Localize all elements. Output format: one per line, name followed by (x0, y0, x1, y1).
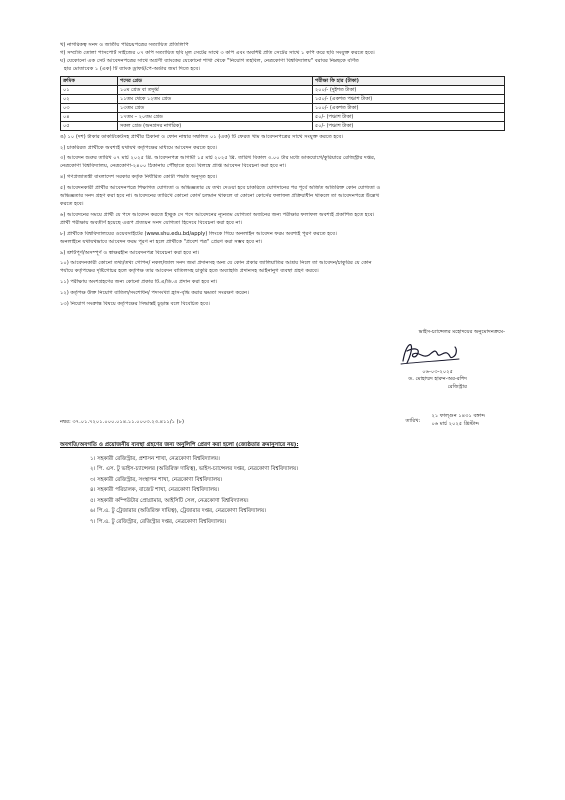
condition-5-line-2: অভিজ্ঞতার সনদ গ্রহণ করা হবে না। আবেদনের তারিখে কোনো কোর্স চলমান থাকলে বা কোনো কোর্সের ফলাফল প্রক্রিয়াধীন থাকলে তা আবেদনপত্রে উল্লেখ (60, 193, 380, 200)
fee-cell-serial: ০২ (61, 94, 118, 103)
fee-cell-serial: ০৫ (61, 121, 118, 130)
signature-icon (395, 337, 465, 369)
fee-cell-grade: ১০ম গ্রেড বা তদুর্ধ্ব (118, 85, 313, 94)
list-item: ১। সহকারী রেজিস্ট্রার, প্রশাসন শাখা, নেত্রকোণা বিশ্ববিদ্যালয়। (90, 455, 220, 462)
signature-block (60, 329, 505, 392)
fee-cell-rate: ১৫০/- (একশত পঞ্চাশ টাকা) (313, 94, 505, 103)
condition-5-line-1: ৫) আবেদনকারী প্রার্থীর আবেদনপত্রে শিক্ষাগত যোগ্যতা ও অভিজ্ঞতার যে তথ্য দেওয়া হবে চাকরিতে যোগদানের পর পূর্বে অর্জিত অতিরিক্ত কোন যোগ্যতা ও (60, 185, 381, 192)
fee-table-header (61, 76, 505, 85)
condition-8-line-1: ৮) প্রার্থীকে বিশ্ববিদ্যালয়ের ওয়েবসাইটের (www.shu.edu.bd/apply) লিংকে গিয়ে অনলাইন আবেদন ফরম অবশ্যই পূরণ করতে হবে। (60, 230, 337, 237)
signatory-title: রেজিস্ট্রার (447, 383, 467, 390)
item-ga: গ) সম্প্রতি তোলা পাসপোর্ট সাইজের ০৭ কপি সত্যায়িত ছবি মূল সেটের সাথে ৩ কপি এবং অবশিষ্ট প্রতি সেটের সাথে ১ কপি করে ছবি সংযুক্ত করতে হবে। (60, 49, 375, 56)
fee-cell-serial: ০১ (61, 85, 118, 94)
list-item: ২। পি. এস. টু ভাইস-চ্যান্সেলর (অতিরিক্ত দায়িত্ব), ভাইস-চ্যান্সেলর দপ্তর, নেত্রকোণা বিশ্ববিদ্যালয়। (90, 466, 299, 473)
condition-10-line-2: পর্যায়ে কর্তৃপক্ষের দৃষ্টিগোচর হলে কর্তৃপক্ষ তার আবেদন বাতিলসহ চাকুরি হতে অব্যাহতি প্রদানসহ আইনানুগ ব্যবস্থা গ্রহণ করবে। (60, 268, 319, 275)
signature-date: ০৬-০৩-২০২৫ (422, 368, 453, 375)
fee-cell-grade: ১৩তম গ্রেড (118, 103, 313, 112)
fee-header-serial: ক্রমিক (61, 76, 118, 85)
fee-cell-rate: ৫০/- (পঞ্চাশ টাকা) (313, 112, 505, 121)
item-kha: খ) নাগরিকত্ব সনদ ও জাতীয় পরিচয়পত্রের সত্যায়িত প্রতিলিপি (60, 42, 189, 48)
condition-8-line-2: অনলাইনে যথাযথভাবে আবেদন ফরম পূরণ না হলে প্রার্থীকে "প্রবেশ পত্র" প্রেরণ করা সম্ভব হবে না। (60, 238, 263, 245)
fee-cell-grade: ১৭তম – ২০তম গ্রেড (118, 112, 313, 121)
memo-number: নম্বর: ৩৭.০১.৭২০১.০০০.০১৪.১১.০০০৩.২৩.৪১১/১ (৮) (60, 419, 185, 426)
memo-date-gregorian: ০৬ মার্চ ২০২৫ খ্রিস্টাব্দ (431, 421, 480, 428)
table-row (61, 121, 505, 130)
list-item: ৬। পি.এ. টু ট্রেজারার (অতিরিক্ত দায়িত্ব), ট্রেজারার দপ্তর, নেত্রকোণা বিশ্ববিদ্যালয়। (90, 508, 267, 515)
condition-10-line-1: ১০) আবেদনকারী কোনো তথ্য/তথ্য গোপন/ নকল/জাল সনদ জমা প্রদানসহ অন্য যে কোন প্রকার জালিয়াতির আশ্রয় নিলে তা আবেদন/চাকুরির যে কোন (60, 260, 372, 267)
memo-date-label: তারিখ: (405, 418, 421, 425)
memo-date (405, 413, 486, 429)
condition-9: ৯) ত্রুটিপূর্ণ/অসম্পূর্ণ ও স্বাক্ষরহীন আবেদনপত্র বিবেচনা করা হবে না। (60, 249, 200, 256)
list-item: ৭। পি.এ. টু রেজিস্ট্রার, রেজিস্ট্রার দপ্তর, নেত্রকোণা বিশ্ববিদ্যালয়। (90, 518, 226, 525)
fee-cell-rate: ৫০/- (পঞ্চাশ টাকা) (313, 121, 505, 130)
fee-cell-serial: ০৩ (61, 103, 118, 112)
fee-cell-rate: ২০০/- (দুইশত টাকা) (313, 85, 505, 94)
condition-2: ২) চাকরিরত প্রার্থীকে অবশ্যই যথাযথ কর্তৃপক্ষের মাধ্যমে আবেদন করতে হবে। (60, 144, 217, 151)
distribution-heading: অবগতি/অবগতি ও প্রয়োজনীয় ব্যবস্থা গ্রহণের জন্য অনুলিপি প্রেরণ করা হলো (জ্যেষ্ঠতার ক্রমানুসারে নয়): (60, 442, 299, 449)
table-row (61, 112, 505, 121)
fee-cell-grade: ১১তম থেকে ১২তম গ্রেড (118, 94, 313, 103)
memo-date-bangla: ২১ ফাল্গুন ১৪৩১ বঙ্গাব্দ (431, 413, 485, 420)
list-item: ৪। সহকারী পরিচালক, বাজেট শাখা, নেত্রকোণা বিশ্ববিদ্যালয়। (90, 487, 220, 494)
item-gha-line-2: হার মোতাবেক ১ (এক) টি ব্যাংক ড্রাফট/পে-অর্ডার জমা দিতে হবে। (64, 65, 201, 72)
table-row (61, 85, 505, 94)
approval-text: ভাইস-চ্যান্সেলর মহোদয়ের অনুমোদনক্রমে- (418, 328, 505, 335)
condition-11: ১১) পরীক্ষায় অংশগ্রহণের জন্য কোনো প্রকার টি.এ/ডি.এ প্রদান করা হবে না। (60, 279, 218, 286)
fee-cell-rate: ১০০/- (একশত টাকা) (313, 103, 505, 112)
fee-cell-serial: ০৪ (61, 112, 118, 121)
condition-6-line-1: ৬) আবেদনের সময়ে প্রার্থী যে পদে আবেদন করতে ইচ্ছুক সে পদে আবেদনের ন্যূনতম যোগ্যতা অর্জনের জন্য পরীক্ষার ফলাফল অবশ্যই প্রকাশিত হতে হবে। (60, 211, 375, 218)
condition-13: ১৩) নিয়োগ সংক্রান্ত বিষয়ে কর্তৃপক্ষের সিদ্ধান্তই চূড়ান্ত বলে বিবেচিত হবে। (60, 301, 210, 308)
condition-3-line-2: নেত্রকোণা বিশ্ববিদ্যালয়, নেত্রকোণা-২৪০০ ঠিকানায় পৌঁছাতে হবে। বিলম্বে প্রাপ্ত আবেদন বিবেচনা করা হবে না। (60, 163, 286, 170)
condition-return-envelope: ঙ) ১০ (দশ) টাকার ডাকটিকেটসহ প্রার্থীর ঠিকানা ও ফোন নাম্বার সম্বলিত ০১ (এক) টি ফেরত খাম আবেদনপত্রের সাথে সংযুক্ত করতে হবে। (60, 133, 344, 140)
fee-header-rate: পরীক্ষা ফি হার (টাকা) (313, 76, 505, 85)
condition-12: ১২) কর্তৃপক্ষ উক্ত নিয়োগ বাতিল/সংশোধন/ পদসংখ্যা হ্রাস-বৃদ্ধি করার ক্ষমতা সংরক্ষণ করেন। (60, 290, 249, 297)
item-gha-line-1: ঘ) যেকোনো এক সেট আবেদনপত্রের সাথে অগ্রণী ব্যাংকের যেকোনো শাখা থেকে "নিয়োগ তহবিল, নেত্রকোণা বিশ্ববিদ্যালয়" বরাবর নিম্নছকে বর্ণিত (60, 57, 359, 64)
signatory-name: ড. মোহাম্মদ হারুন-অর-রশিদ (408, 376, 467, 383)
fee-cell-grade: সকল গ্রেড (অনগ্রসর নাগরিক) (118, 121, 313, 130)
table-row (61, 103, 505, 112)
table-row (61, 94, 505, 103)
list-item: ৫। সহকারী কম্পিউটার প্রোগ্রামার, আইসিটি সেল, নেত্রকোণা বিশ্ববিদ্যালয়। (90, 497, 249, 504)
memo-reference-row (60, 413, 505, 439)
condition-3-line-1: ৩) আবেদন শুরুর তারিখ ০৭ মার্চ ২০২৫ খ্রি. আবেদনপত্র আগামী ১৫ মার্চ ২০২৫ খ্রি. তারিখ বিকাল ৩.০০ টার মধ্যে ডাকযোগে/কুরিয়ারে রেজিস্ট্রার দপ্তর, (60, 155, 376, 162)
condition-6-line-2: প্রার্থী পরীক্ষায় অবতীর্ণ হয়েছে এরূপ প্রত্যয়ন সনদ যোগ্যতা হিসেবে বিবেচনা করা হবে না। (60, 219, 243, 226)
fee-header-grade: পদের গ্রেড (118, 76, 313, 85)
condition-5-line-3: করতে হবে। (60, 200, 84, 207)
list-item: ৩। সহকারী রেজিস্ট্রার, সংস্থাপন শাখা, নেত্রকোণা বিশ্ববিদ্যালয়। (90, 476, 223, 483)
distribution-list (60, 454, 505, 528)
fee-table (60, 76, 505, 131)
condition-4: ৪) গণপ্রজাতন্ত্রী বাংলাদেশ সরকার কর্তৃক নির্ধারিত কোটা পদ্ধতি অনুসৃত হবে। (60, 174, 218, 181)
